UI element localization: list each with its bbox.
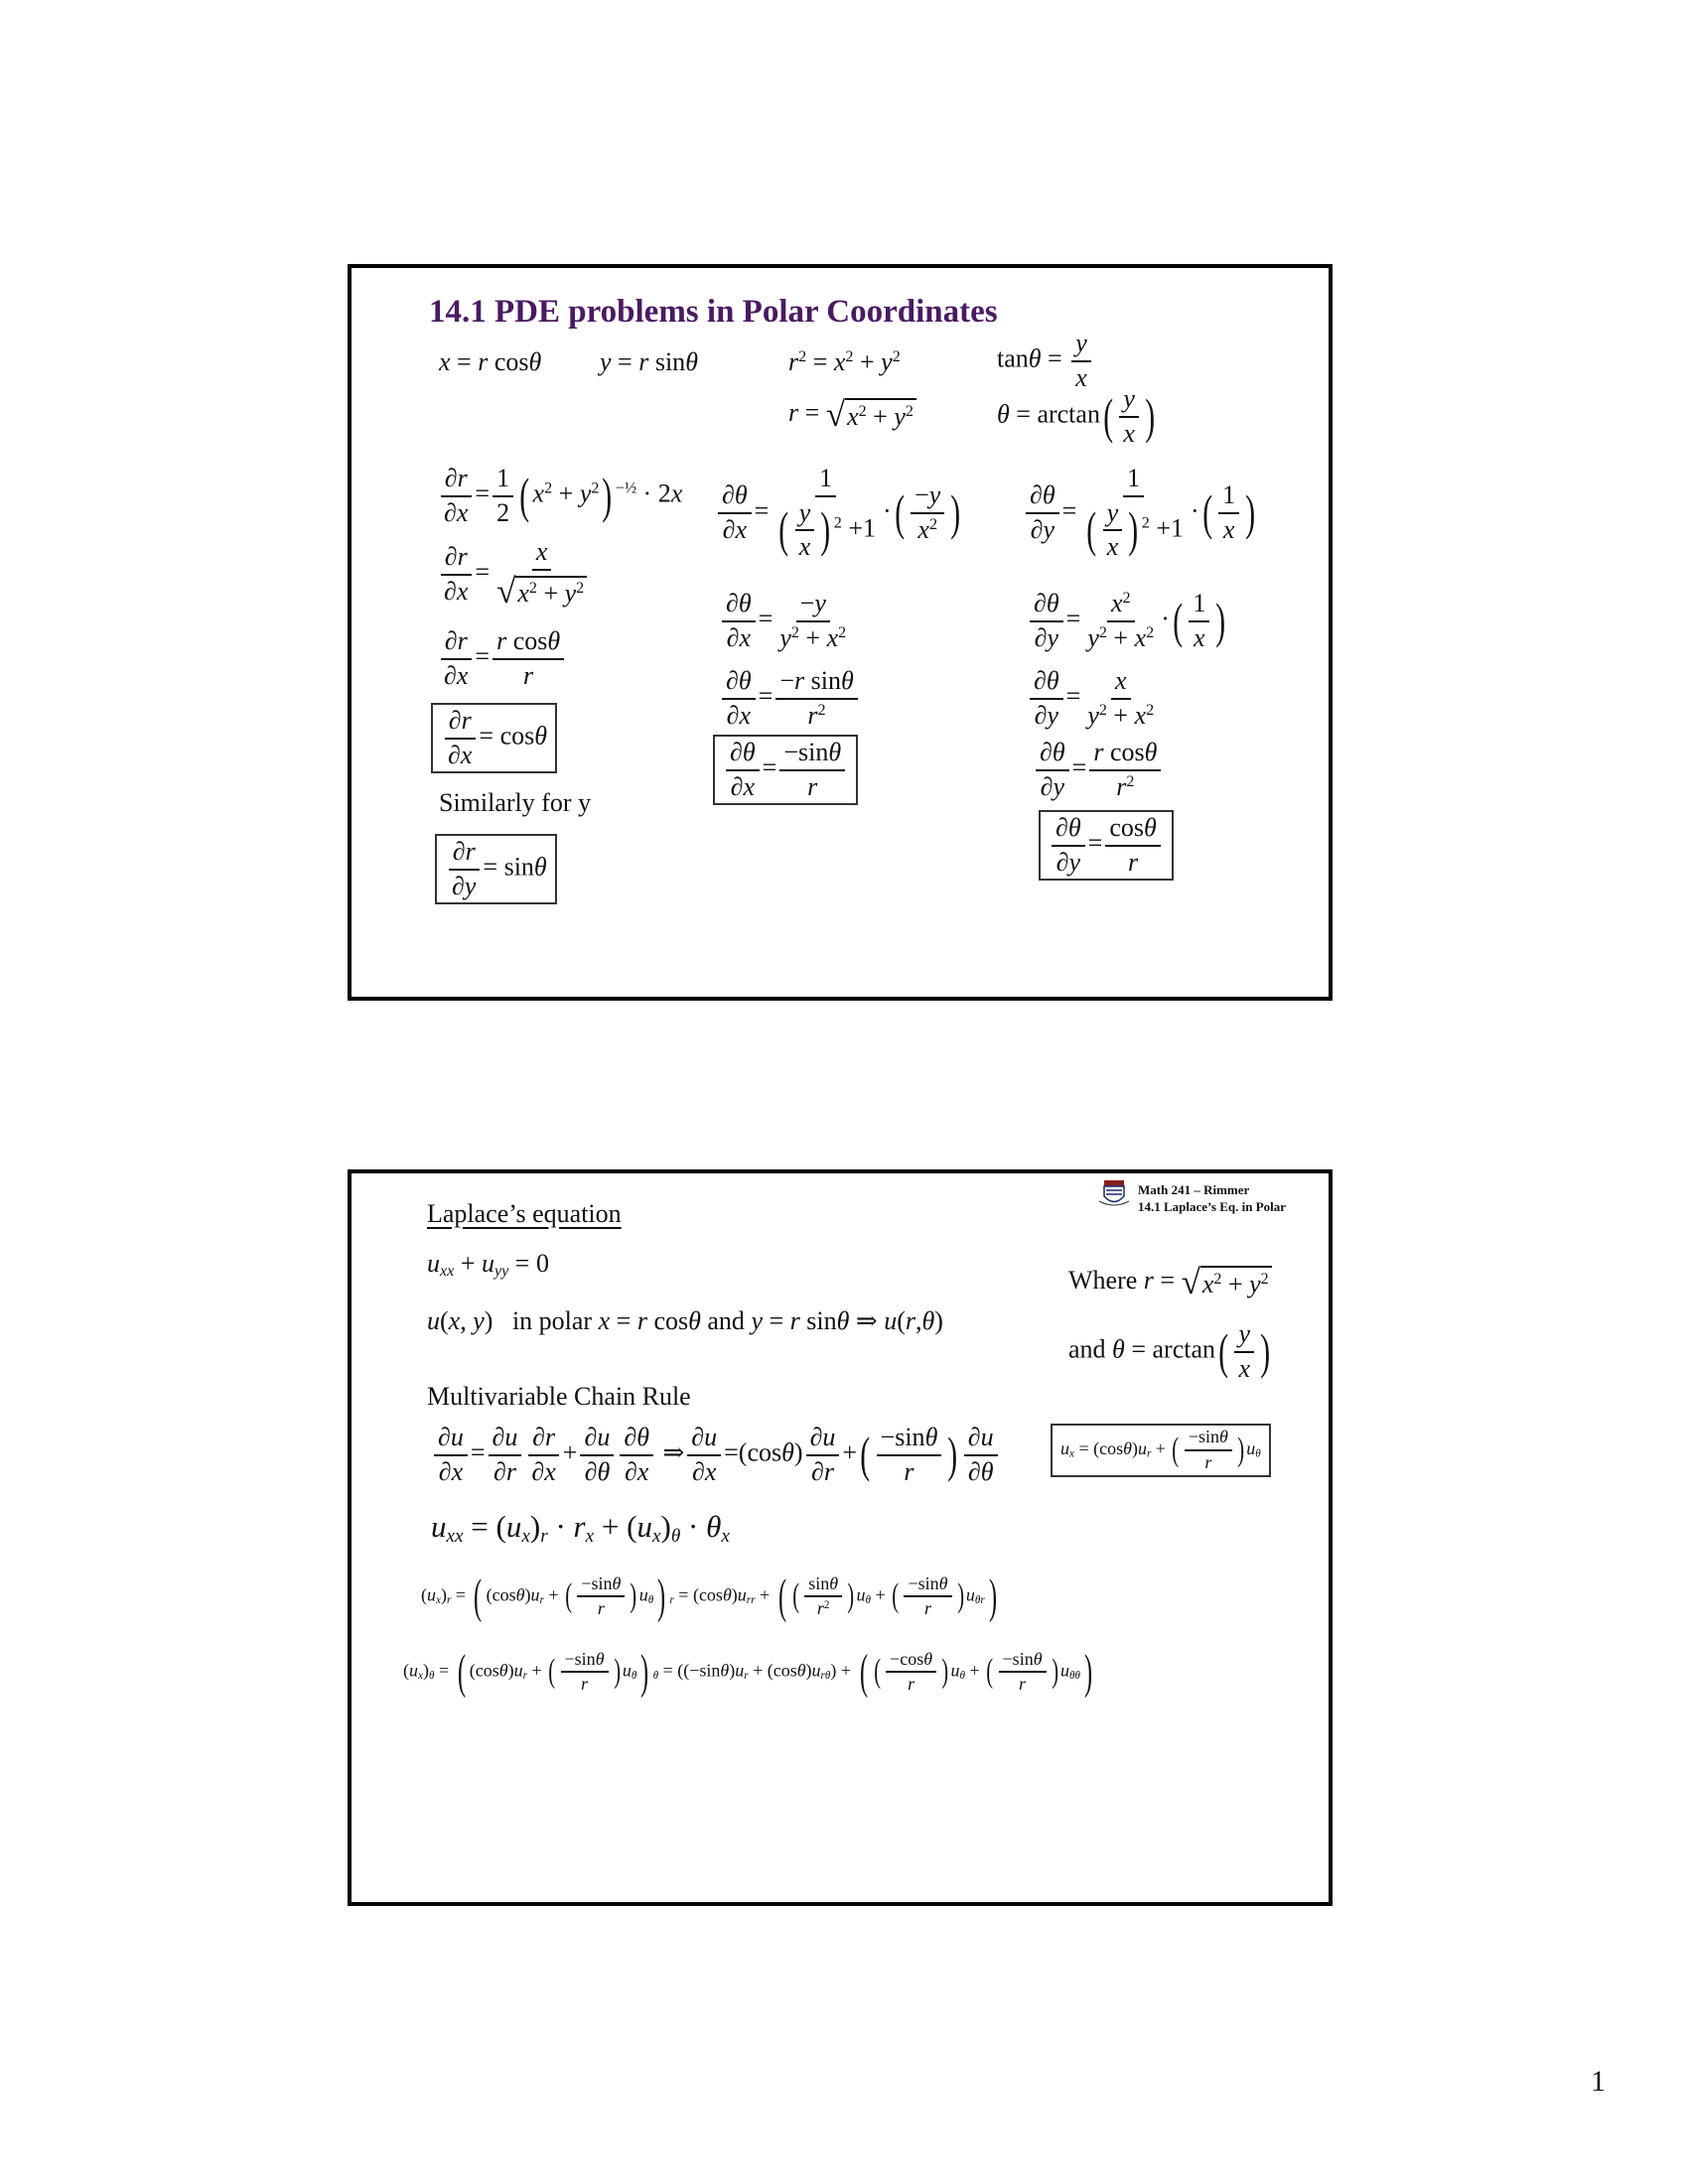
eq-dthetadx-1: $\frac{\partial\theta}{\partial x}$ = 1 ( $\frac{y}{x}$ ) $^2$ +1 ·( $\frac{-y}{x^2}$ )	[715, 465, 964, 562]
eq-r-squared: $r^2 = x^2 + y^2$	[788, 347, 901, 376]
eq-dthetady-2: $\frac{\partial\theta}{\partial y}$ = $\frac{x^2}{y^2 + x^2}$ ·( $\frac{1}{x}$ )	[1027, 590, 1229, 652]
eq-dthetady-4: $\frac{\partial\theta}{\partial y}$ = $\frac{\text{r cosθ}}{r^2}$	[1033, 739, 1164, 801]
eq-dthetadx-2: $\frac{\partial\theta}{\partial x}$ = $\frac{-y}{y^2 + x^2}$	[719, 590, 853, 652]
eq-ux-r: $(u_x)_r$ = ( $(\cos\theta)u_r$ + ( $\frac{-\sin\theta}{r}$ ) $u_\theta$) $_r = (\cos\theta)u_{rr}$ + ( ( $\frac{\sin\theta}{r^2}$ ) $u_\theta$ + ( $\frac{-\sin\theta}{r}$ ) $u_{\theta r}$)	[421, 1570, 997, 1623]
eq-chain-rule: $\frac{\partial u}{\partial x}$ = $\frac{\partial u}{\partial r}$ $\frac{\partial r}{\partial x}$ + $\frac{\partial u}{\partial\theta}$ $\frac{\partial\theta}{\partial x}$ ⇒ $\frac{\partial u}{\partial x}$ =(cosθ) $\frac{\partial u}{\partial r}$ +( $\frac{-\sin\theta}{r}$ ) $\frac{\partial u}{\partial\theta}$	[431, 1424, 1001, 1486]
and-label-text: and	[1068, 1334, 1106, 1364]
result-dthetady-boxed: $\frac{\partial\theta}{\partial y}$ = $\frac{\cos\theta}{r}$	[1039, 810, 1174, 881]
chain-rule-heading: Multivariable Chain Rule	[427, 1382, 691, 1411]
eq-laplace: $u_{xx} + u_{yy} = 0$	[427, 1249, 549, 1281]
eq-tan-theta: tanθ = $\frac{y}{x}$	[997, 330, 1094, 392]
similarly-for-y-text: Similarly for y	[439, 788, 592, 817]
eq-dthetady-1: $\frac{\partial\theta}{\partial y}$ = 1 ( $\frac{y}{x}$ ) $^2$ +1 ·( $\frac{1}{x}$ )	[1023, 465, 1259, 562]
eq-dthetady-3: $\frac{\partial\theta}{\partial y}$ = $\frac{x}{y^2 + x^2}$	[1027, 667, 1161, 730]
eq-ux-theta: $(u_x)_\theta$ = ( $(\cos\theta)u_r$ + ( $\frac{-\sin\theta}{r}$ ) $u_\theta$) $_\theta = ((-\sin\theta)u_r + (\cos\theta)u_{r\theta})$ + ( ( $\frac{-\cos\theta}{r}$ ) $u_\theta$ + ( $\frac{-\sin\theta}{r}$ ) $u_{\theta\theta}$)	[403, 1645, 1093, 1699]
and-text: and	[707, 1306, 745, 1335]
eq-uxx: $u_{xx} = (u_x)_r \cdot r_x + (u_x)_\theta \cdot \theta_x$	[431, 1509, 730, 1547]
slide-title: 14.1 PDE problems in Polar Coordinates	[429, 294, 998, 330]
eq-x-def: x = r cosθ	[439, 347, 542, 376]
where-r-def: Where $r = √x^2 + y^2$	[1068, 1263, 1272, 1302]
slide-laplace-equation	[348, 1169, 1333, 1906]
page-number: 1	[1591, 2065, 1606, 2098]
laplace-heading: Laplace’s equation	[427, 1199, 622, 1228]
eq-dthetadx-3: $\frac{\partial\theta}{\partial x}$ = $\frac{\text{−r sinθ}}{r^2}$	[719, 667, 861, 730]
eq-drdx-2: $\frac{\partial r}{\partial x}$ = $\frac{x}{√x^2 + y^2}$	[437, 538, 594, 611]
slide-polar-coordinates	[348, 264, 1333, 1001]
result-drdx-boxed: $\frac{\partial r}{\partial x}$ = cosθ	[431, 703, 557, 773]
result-dthetadx-boxed: $\frac{\partial\theta}{\partial x}$ = $\frac{-\sin\theta}{r}$	[713, 735, 858, 805]
section-name: 14.1 Laplace’s Eq. in Polar	[1138, 1199, 1287, 1214]
eq-polar-substitution: u(x, y) in polar x = r cosθ and y = r sinθ ⇒ u(r,θ)	[427, 1306, 943, 1335]
eq-drdx-1: $\frac{\partial r}{\partial x}$ = $\frac{1}{2}$ ( $x^2 + y^2$) $^{-\frac{1}{2}}$ · 2x	[437, 465, 682, 527]
eq-y-def: y = r sinθ	[600, 347, 698, 376]
university-seal-icon	[1098, 1179, 1130, 1209]
course-name: Math 241 – Rimmer	[1138, 1182, 1250, 1197]
in-polar-text: in polar	[511, 1306, 593, 1335]
eq-theta-def: θ = arctan( $\frac{y}{x}$ )	[997, 384, 1156, 448]
result-ux-boxed: $u_x = (\cos\theta)u_r$ + ( $\frac{-\sin\theta}{r}$ ) $u_\theta$	[1051, 1424, 1271, 1477]
result-drdy-boxed: $\frac{\partial r}{\partial y}$ = sinθ	[435, 834, 557, 904]
course-label	[1138, 1181, 1286, 1215]
eq-drdx-3: $\frac{\partial r}{\partial x}$ = $\frac{\text{r cosθ}}{r}$	[437, 627, 567, 690]
eq-r-def: $r = √x^2 + y^2$	[788, 395, 916, 435]
where-text: Where	[1068, 1265, 1138, 1295]
and-theta-def: and θ = arctan( $\frac{y}{x}$ )	[1068, 1319, 1271, 1383]
